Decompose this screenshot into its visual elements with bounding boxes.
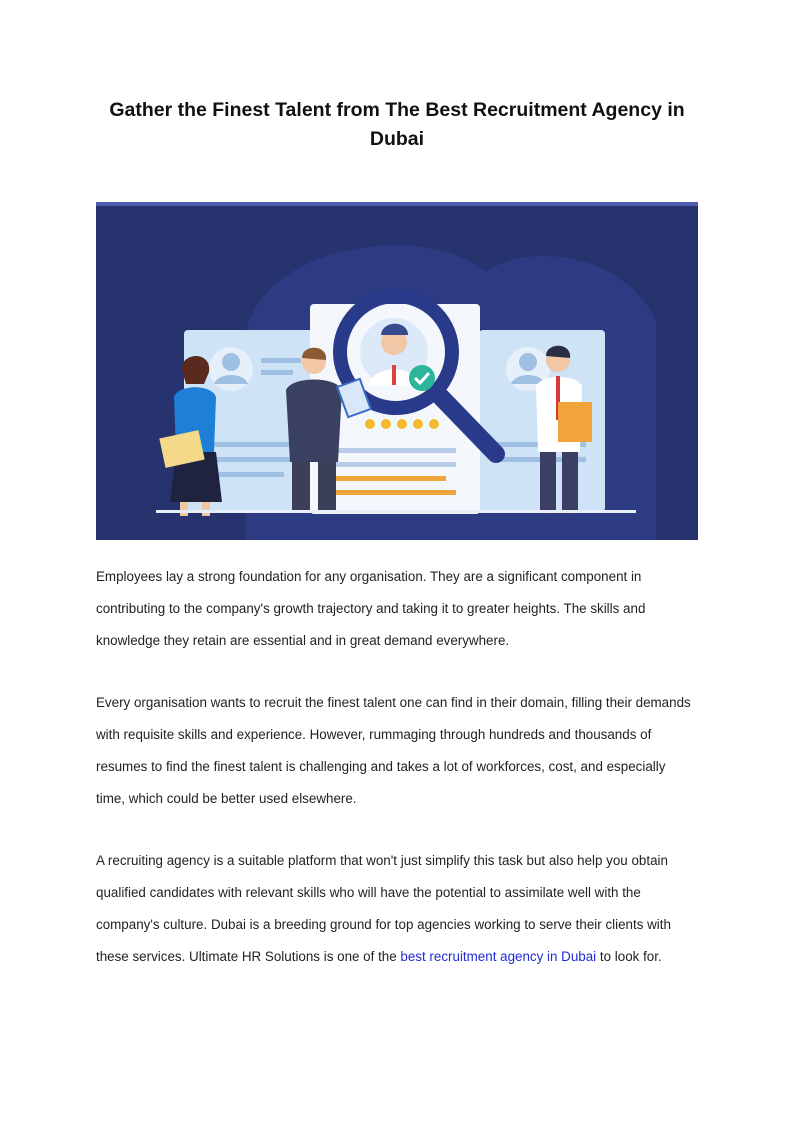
paragraph-2: Every organisation wants to recruit the finest talent one can find in their domain, filling their demands with requisite skills and experience. However, rummaging through hundreds and thousands of resumes to find the finest talent is challenging and takes a lot of workforces, cost, and especially time, which could be better used elsewhere. xyxy=(96,695,691,806)
paragraph-1: Employees lay a strong foundation for any organisation. They are a significant component in contributing to the company's growth trajectory and taking it to greater heights. The skills and knowledge they retain are essential and in great demand everywhere. xyxy=(96,569,646,648)
paragraph-3-text-before: A recruiting agency is a suitable platform that won't just simplify this task but also help you obtain qualified candidates with relevant skills who will have the potential to assimilate well with the company's culture. Dubai is a breeding ground for top agencies working to serve their clients with these services. Ultimate HR Solutions is one of the xyxy=(96,853,671,964)
paragraph-3-text-after: to look for. xyxy=(596,949,662,964)
recruitment-illustration xyxy=(96,202,698,540)
hero-illustration xyxy=(96,202,698,540)
best-recruitment-agency-link[interactable]: best recruitment agency in Dubai xyxy=(400,949,597,964)
paragraph-3 xyxy=(96,845,698,973)
page-title: Gather the Finest Talent from The Best Recruitment Agency in Dubai xyxy=(109,99,685,150)
